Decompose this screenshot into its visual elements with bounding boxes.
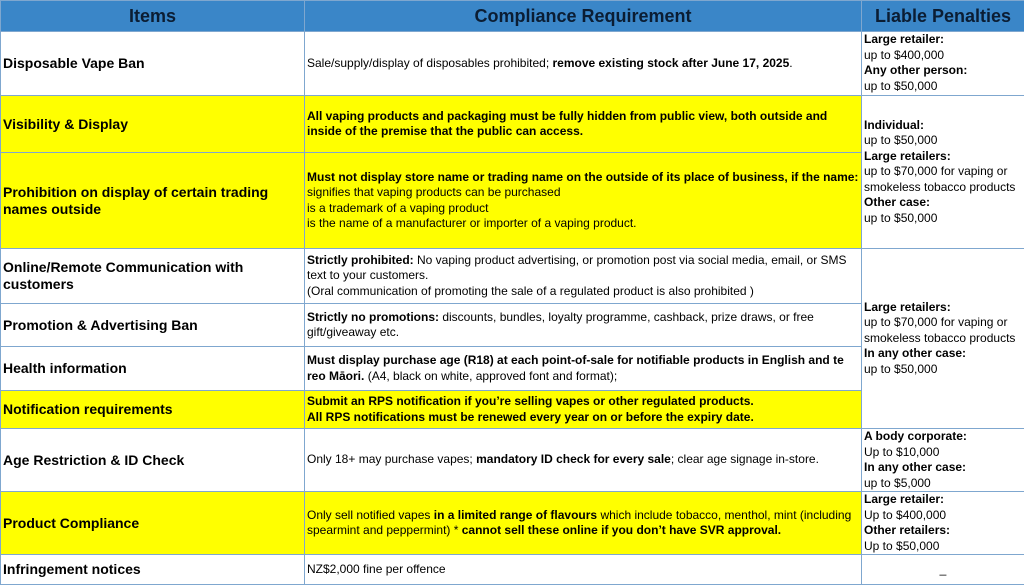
- header-liable-penalties: Liable Penalties: [862, 1, 1024, 32]
- penalty-cell: A body corporate: Up to $10,000 In any other case: up to $5,000: [862, 429, 1024, 492]
- table-row: [1, 249, 1024, 304]
- table-row: [1, 429, 1024, 492]
- penalty-cell: _: [862, 555, 1024, 585]
- item-cell: Product Compliance: [1, 492, 305, 555]
- requirement-cell: Strictly prohibited: No vaping product advertising, or promotion post via social media, email, or SMS text to your customers. (Oral communication of promoting the sale of a regulated product is also prohibited ): [305, 249, 862, 304]
- table-row: [1, 492, 1024, 555]
- requirement-cell: Strictly no promotions: discounts, bundles, loyalty programme, cashback, prize draws, or free gift/giveaway etc.: [305, 304, 862, 347]
- table-row: [1, 96, 1024, 153]
- header-row: [1, 1, 1024, 32]
- penalty-cell: Large retailer: up to $400,000 Any other person: up to $50,000: [862, 32, 1024, 96]
- item-cell: Prohibition on display of certain trading names outside: [1, 153, 305, 249]
- requirement-cell: Only 18+ may purchase vapes; mandatory ID check for every sale; clear age signage in-store.: [305, 429, 862, 492]
- penalty-cell: Large retailer: Up to $400,000 Other retailers: Up to $50,000: [862, 492, 1024, 555]
- item-cell: Notification requirements: [1, 391, 305, 429]
- requirement-cell: All vaping products and packaging must be fully hidden from public view, both outside and inside of the premise that the public can access.: [305, 96, 862, 153]
- table-row: [1, 555, 1024, 585]
- penalty-cell: Individual: up to $50,000 Large retailers: up to $70,000 for vaping or smokeless tobacco products Other case: up to $50,000: [862, 96, 1024, 249]
- item-cell: Promotion & Advertising Ban: [1, 304, 305, 347]
- requirement-cell: Only sell notified vapes in a limited range of flavours which include tobacco, menthol, mint (including spearmint and peppermint) * cannot sell these online if you don’t have SVR approval.: [305, 492, 862, 555]
- requirement-cell: Must display purchase age (R18) at each point-of-sale for notifiable products in English and te reo Māori. (A4, black on white, approved font and format);: [305, 347, 862, 391]
- item-cell: Online/Remote Communication with customers: [1, 249, 305, 304]
- item-cell: Disposable Vape Ban: [1, 32, 305, 96]
- table-row: [1, 32, 1024, 96]
- item-cell: Infringement notices: [1, 555, 305, 585]
- item-cell: Health information: [1, 347, 305, 391]
- requirement-cell: Must not display store name or trading name on the outside of its place of business, if the name: signifies that vaping products can be purchased is a trademark of a vaping product is the name of a manufacturer or importer of a vaping product.: [305, 153, 862, 249]
- requirement-cell: Submit an RPS notification if you’re selling vapes or other regulated products. All RPS notifications must be renewed every year on or before the expiry date.: [305, 391, 862, 429]
- header-compliance-requirement: Compliance Requirement: [305, 1, 862, 32]
- penalty-cell: Large retailers: up to $70,000 for vaping or smokeless tobacco products In any other case: up to $50,000: [862, 249, 1024, 429]
- item-cell: Visibility & Display: [1, 96, 305, 153]
- item-cell: Age Restriction & ID Check: [1, 429, 305, 492]
- header-items: Items: [1, 1, 305, 32]
- requirement-cell: Sale/supply/display of disposables prohibited; remove existing stock after June 17, 2025.: [305, 32, 862, 96]
- requirement-cell: NZ$2,000 fine per offence: [305, 555, 862, 585]
